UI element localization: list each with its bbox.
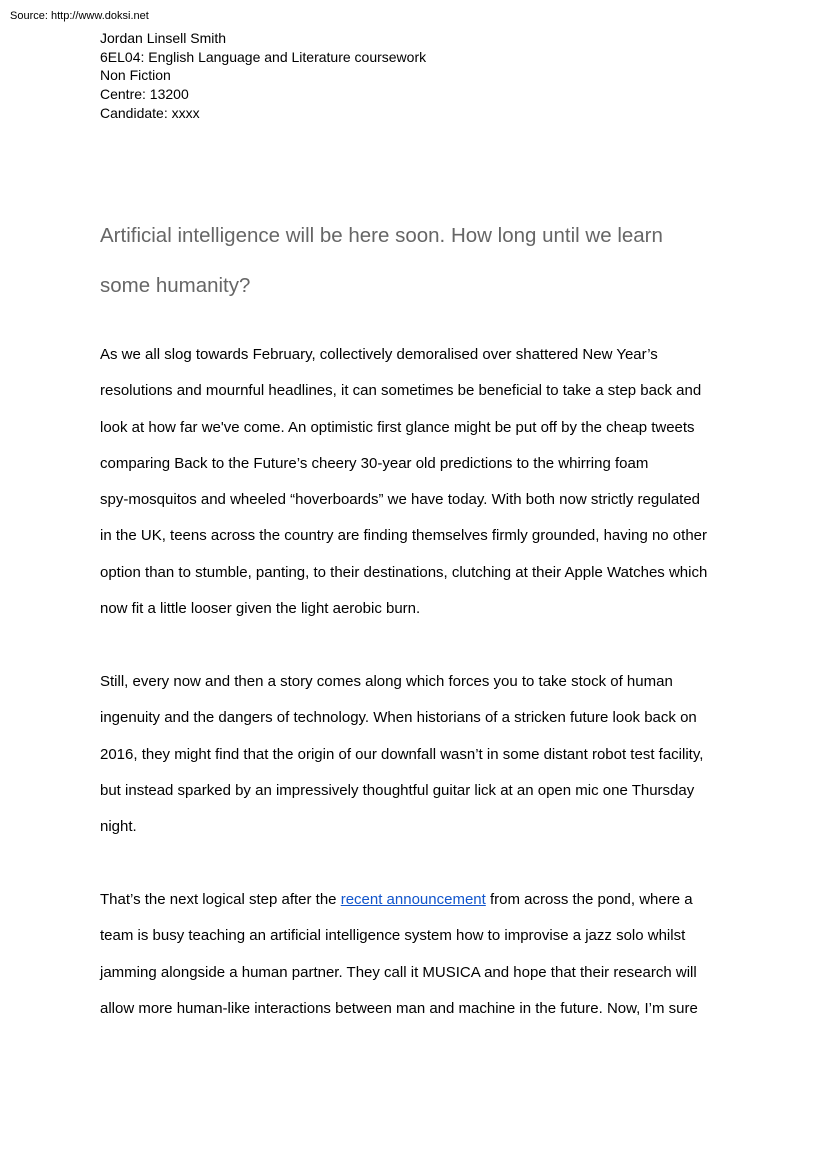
- text-line: in the UK, teens across the country are finding themselves firmly grounded, having no other: [100, 527, 707, 545]
- text-line: but instead sparked by an impressively thoughtful guitar lick at an open mic one Thursday: [100, 781, 695, 799]
- genre-label: Non Fiction: [100, 67, 171, 84]
- text-line: [100, 882, 740, 918]
- text-line: now fit a little looser given the light aerobic burn.: [100, 600, 421, 618]
- centre-number: Centre: 13200: [100, 86, 189, 103]
- article-title: [100, 211, 740, 311]
- paragraph-3: [100, 882, 740, 1027]
- document-header: [100, 29, 426, 123]
- text-line: Still, every now and then a story comes along which forces you to take stock of human: [100, 673, 673, 690]
- text-line: spy-mosquitos and wheeled “hoverboards” we have today. With both now strictly regulated: [100, 491, 701, 509]
- text-segment: That’s the next logical step after the: [100, 891, 341, 908]
- text-line: resolutions and mournful headlines, it can sometimes be beneficial to take a step back and: [100, 382, 702, 400]
- text-line: look at how far we've come. An optimistic first glance might be put off by the cheap tweets: [100, 418, 695, 436]
- text-segment: from across the pond, where a: [485, 891, 693, 908]
- text-line: ingenuity and the dangers of technology. When historians of a stricken future look back on: [100, 709, 697, 727]
- source-url: Source: http://www.doksi.net: [10, 10, 149, 22]
- title-line: some humanity?: [100, 274, 251, 297]
- course-title: 6EL04: English Language and Literature coursework: [100, 48, 427, 65]
- paragraph-2: [100, 664, 740, 845]
- author-name: Jordan Linsell Smith: [100, 30, 227, 46]
- recent-announcement-link[interactable]: recent announcement: [340, 891, 486, 908]
- paragraph-1: [100, 337, 740, 627]
- text-line: night.: [100, 818, 137, 836]
- text-line: team is busy teaching an artificial intelligence system how to improvise a jazz solo whilst: [100, 927, 686, 945]
- text-line: jamming alongside a human partner. They call it MUSICA and hope that their research will: [100, 963, 697, 981]
- text-line: option than to stumble, panting, to their destinations, clutching at their Apple Watches which: [100, 563, 708, 581]
- text-line: 2016, they might find that the origin of our downfall wasn’t in some distant robot test facility,: [100, 745, 704, 763]
- text-line: comparing Back to the Future’s cheery 30-year old predictions to the whirring foam: [100, 454, 649, 472]
- text-line: allow more human-like interactions between man and machine in the future. Now, I’m sure: [100, 999, 698, 1017]
- title-line: Artificial intelligence will be here soon. How long until we learn: [100, 224, 663, 247]
- candidate-number: Candidate: xxxx: [100, 104, 200, 121]
- text-line: As we all slog towards February, collectively demoralised over shattered New Year’s: [100, 346, 658, 363]
